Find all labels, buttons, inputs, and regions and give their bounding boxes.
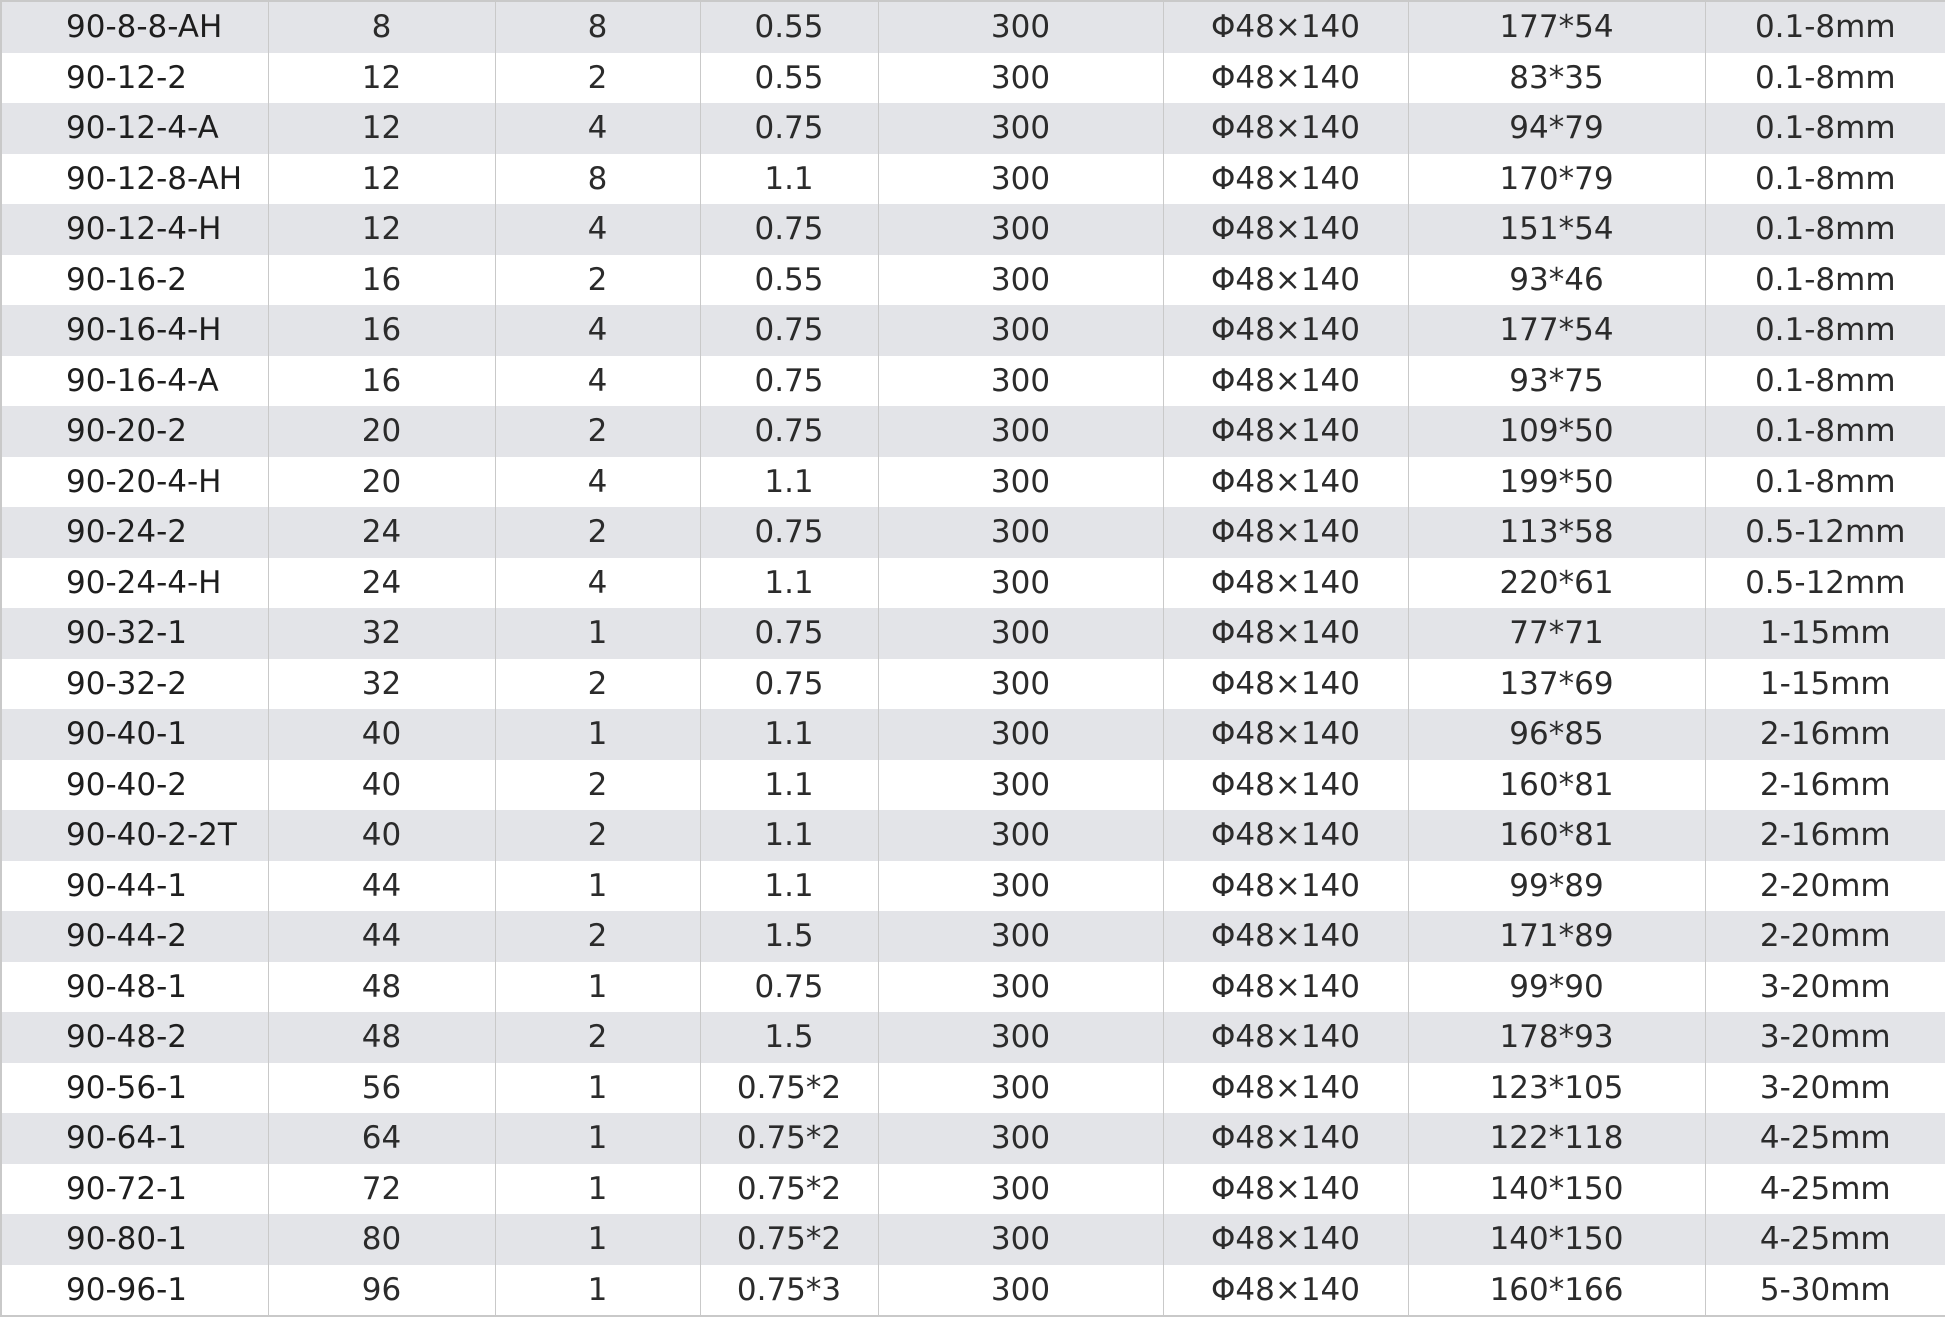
column-3-cell: 0.75 — [700, 406, 878, 457]
column-5-cell: 300 — [878, 861, 1163, 912]
diameter-length-cell: Φ48×140 — [1163, 709, 1408, 760]
size-cell: 99*90 — [1408, 962, 1705, 1013]
model-cell: 90-56-1 — [1, 1063, 268, 1114]
range-cell: 0.1-8mm — [1705, 406, 1945, 457]
column-3-cell: 0.75 — [700, 305, 878, 356]
column-4-cell: 1 — [495, 1265, 700, 1317]
range-cell: 3-20mm — [1705, 1063, 1945, 1114]
column-3-cell: 1.5 — [700, 1012, 878, 1063]
column-4-cell: 1 — [495, 1164, 700, 1215]
column-5-cell: 300 — [878, 1063, 1163, 1114]
model-cell: 90-32-2 — [1, 659, 268, 710]
column-5-cell: 300 — [878, 305, 1163, 356]
column-4-cell: 1 — [495, 1214, 700, 1265]
table-row — [1, 760, 1945, 811]
range-cell: 0.1-8mm — [1705, 154, 1945, 205]
pole-count-cell: 12 — [268, 154, 495, 205]
size-cell: 177*54 — [1408, 305, 1705, 356]
table-row — [1, 154, 1945, 205]
pole-count-cell: 16 — [268, 255, 495, 306]
column-4-cell: 2 — [495, 911, 700, 962]
column-4-cell: 1 — [495, 1113, 700, 1164]
model-cell: 90-12-2 — [1, 53, 268, 104]
pole-count-cell: 44 — [268, 911, 495, 962]
column-4-cell: 2 — [495, 810, 700, 861]
pole-count-cell: 16 — [268, 356, 495, 407]
column-3-cell: 0.75 — [700, 507, 878, 558]
pole-count-cell: 48 — [268, 1012, 495, 1063]
column-3-cell: 0.75*2 — [700, 1164, 878, 1215]
column-4-cell: 8 — [495, 154, 700, 205]
size-cell: 160*81 — [1408, 760, 1705, 811]
model-cell: 90-48-1 — [1, 962, 268, 1013]
diameter-length-cell: Φ48×140 — [1163, 457, 1408, 508]
pole-count-cell: 40 — [268, 810, 495, 861]
pole-count-cell: 56 — [268, 1063, 495, 1114]
table-row — [1, 507, 1945, 558]
column-4-cell: 1 — [495, 861, 700, 912]
diameter-length-cell: Φ48×140 — [1163, 1, 1408, 53]
model-cell: 90-32-1 — [1, 608, 268, 659]
column-5-cell: 300 — [878, 1113, 1163, 1164]
column-5-cell: 300 — [878, 1012, 1163, 1063]
diameter-length-cell: Φ48×140 — [1163, 962, 1408, 1013]
pole-count-cell: 12 — [268, 53, 495, 104]
size-cell: 171*89 — [1408, 911, 1705, 962]
range-cell: 2-16mm — [1705, 810, 1945, 861]
size-cell: 151*54 — [1408, 204, 1705, 255]
table-row — [1, 1265, 1945, 1317]
diameter-length-cell: Φ48×140 — [1163, 1063, 1408, 1114]
size-cell: 137*69 — [1408, 659, 1705, 710]
size-cell: 96*85 — [1408, 709, 1705, 760]
model-cell: 90-12-4-A — [1, 103, 268, 154]
range-cell: 2-16mm — [1705, 760, 1945, 811]
range-cell: 1-15mm — [1705, 608, 1945, 659]
size-cell: 140*150 — [1408, 1214, 1705, 1265]
size-cell: 113*58 — [1408, 507, 1705, 558]
column-4-cell: 4 — [495, 204, 700, 255]
column-5-cell: 300 — [878, 558, 1163, 609]
range-cell: 2-20mm — [1705, 861, 1945, 912]
column-5-cell: 300 — [878, 659, 1163, 710]
table-row — [1, 1164, 1945, 1215]
table-row — [1, 1113, 1945, 1164]
pole-count-cell: 96 — [268, 1265, 495, 1317]
model-cell: 90-12-8-AH — [1, 154, 268, 205]
size-cell: 178*93 — [1408, 1012, 1705, 1063]
table-row — [1, 255, 1945, 306]
table-row — [1, 709, 1945, 760]
diameter-length-cell: Φ48×140 — [1163, 103, 1408, 154]
column-5-cell: 300 — [878, 810, 1163, 861]
size-cell: 109*50 — [1408, 406, 1705, 457]
size-cell: 170*79 — [1408, 154, 1705, 205]
column-3-cell: 1.1 — [700, 154, 878, 205]
pole-count-cell: 80 — [268, 1214, 495, 1265]
column-4-cell: 2 — [495, 1012, 700, 1063]
table-row — [1, 53, 1945, 104]
range-cell: 0.5-12mm — [1705, 558, 1945, 609]
range-cell: 1-15mm — [1705, 659, 1945, 710]
column-3-cell: 0.75 — [700, 103, 878, 154]
diameter-length-cell: Φ48×140 — [1163, 861, 1408, 912]
column-5-cell: 300 — [878, 53, 1163, 104]
pole-count-cell: 20 — [268, 406, 495, 457]
column-5-cell: 300 — [878, 1214, 1163, 1265]
column-4-cell: 4 — [495, 457, 700, 508]
size-cell: 99*89 — [1408, 861, 1705, 912]
column-3-cell: 1.1 — [700, 709, 878, 760]
model-cell: 90-44-1 — [1, 861, 268, 912]
size-cell: 199*50 — [1408, 457, 1705, 508]
size-cell: 77*71 — [1408, 608, 1705, 659]
column-5-cell: 300 — [878, 760, 1163, 811]
table-row — [1, 103, 1945, 154]
column-4-cell: 1 — [495, 962, 700, 1013]
pole-count-cell: 8 — [268, 1, 495, 53]
model-cell: 90-48-2 — [1, 1012, 268, 1063]
model-cell: 90-16-4-A — [1, 356, 268, 407]
column-5-cell: 300 — [878, 962, 1163, 1013]
spec-table-body — [1, 1, 1945, 1316]
model-cell: 90-24-2 — [1, 507, 268, 558]
column-4-cell: 2 — [495, 255, 700, 306]
diameter-length-cell: Φ48×140 — [1163, 255, 1408, 306]
column-5-cell: 300 — [878, 911, 1163, 962]
pole-count-cell: 72 — [268, 1164, 495, 1215]
size-cell: 140*150 — [1408, 1164, 1705, 1215]
column-3-cell: 0.55 — [700, 1, 878, 53]
column-4-cell: 2 — [495, 53, 700, 104]
table-row — [1, 911, 1945, 962]
column-5-cell: 300 — [878, 154, 1163, 205]
column-3-cell: 0.75*2 — [700, 1113, 878, 1164]
range-cell: 3-20mm — [1705, 962, 1945, 1013]
model-cell: 90-40-2 — [1, 760, 268, 811]
diameter-length-cell: Φ48×140 — [1163, 1214, 1408, 1265]
table-row — [1, 608, 1945, 659]
table-row — [1, 406, 1945, 457]
range-cell: 0.1-8mm — [1705, 1, 1945, 53]
column-3-cell: 0.75 — [700, 659, 878, 710]
pole-count-cell: 40 — [268, 709, 495, 760]
column-4-cell: 2 — [495, 406, 700, 457]
column-5-cell: 300 — [878, 356, 1163, 407]
model-cell: 90-12-4-H — [1, 204, 268, 255]
size-cell: 160*166 — [1408, 1265, 1705, 1317]
column-4-cell: 4 — [495, 305, 700, 356]
model-cell: 90-8-8-AH — [1, 1, 268, 53]
diameter-length-cell: Φ48×140 — [1163, 1012, 1408, 1063]
column-3-cell: 0.75*2 — [700, 1063, 878, 1114]
diameter-length-cell: Φ48×140 — [1163, 608, 1408, 659]
column-4-cell: 1 — [495, 1063, 700, 1114]
diameter-length-cell: Φ48×140 — [1163, 204, 1408, 255]
size-cell: 220*61 — [1408, 558, 1705, 609]
diameter-length-cell: Φ48×140 — [1163, 911, 1408, 962]
column-3-cell: 0.75*3 — [700, 1265, 878, 1317]
column-5-cell: 300 — [878, 608, 1163, 659]
column-4-cell: 1 — [495, 608, 700, 659]
size-cell: 94*79 — [1408, 103, 1705, 154]
column-3-cell: 1.1 — [700, 558, 878, 609]
range-cell: 0.1-8mm — [1705, 53, 1945, 104]
diameter-length-cell: Φ48×140 — [1163, 1164, 1408, 1215]
range-cell: 0.5-12mm — [1705, 507, 1945, 558]
size-cell: 123*105 — [1408, 1063, 1705, 1114]
column-4-cell: 8 — [495, 1, 700, 53]
range-cell: 4-25mm — [1705, 1214, 1945, 1265]
table-row — [1, 305, 1945, 356]
column-4-cell: 4 — [495, 356, 700, 407]
table-row — [1, 457, 1945, 508]
range-cell: 0.1-8mm — [1705, 305, 1945, 356]
range-cell: 5-30mm — [1705, 1265, 1945, 1317]
table-row — [1, 659, 1945, 710]
model-cell: 90-40-1 — [1, 709, 268, 760]
table-row — [1, 1063, 1945, 1114]
diameter-length-cell: Φ48×140 — [1163, 507, 1408, 558]
column-5-cell: 300 — [878, 1, 1163, 53]
range-cell: 0.1-8mm — [1705, 356, 1945, 407]
column-5-cell: 300 — [878, 1164, 1163, 1215]
column-3-cell: 1.1 — [700, 760, 878, 811]
table-row — [1, 204, 1945, 255]
size-cell: 160*81 — [1408, 810, 1705, 861]
model-cell: 90-20-2 — [1, 406, 268, 457]
column-3-cell: 1.1 — [700, 457, 878, 508]
diameter-length-cell: Φ48×140 — [1163, 406, 1408, 457]
pole-count-cell: 20 — [268, 457, 495, 508]
pole-count-cell: 24 — [268, 558, 495, 609]
column-4-cell: 2 — [495, 507, 700, 558]
column-4-cell: 2 — [495, 659, 700, 710]
model-cell: 90-24-4-H — [1, 558, 268, 609]
column-5-cell: 300 — [878, 457, 1163, 508]
range-cell: 4-25mm — [1705, 1164, 1945, 1215]
model-cell: 90-20-4-H — [1, 457, 268, 508]
range-cell: 0.1-8mm — [1705, 204, 1945, 255]
model-cell: 90-80-1 — [1, 1214, 268, 1265]
size-cell: 177*54 — [1408, 1, 1705, 53]
diameter-length-cell: Φ48×140 — [1163, 760, 1408, 811]
column-3-cell: 0.55 — [700, 255, 878, 306]
diameter-length-cell: Φ48×140 — [1163, 659, 1408, 710]
column-5-cell: 300 — [878, 204, 1163, 255]
range-cell: 4-25mm — [1705, 1113, 1945, 1164]
column-5-cell: 300 — [878, 1265, 1163, 1317]
diameter-length-cell: Φ48×140 — [1163, 356, 1408, 407]
column-3-cell: 1.1 — [700, 861, 878, 912]
pole-count-cell: 16 — [268, 305, 495, 356]
column-4-cell: 2 — [495, 760, 700, 811]
column-3-cell: 0.75*2 — [700, 1214, 878, 1265]
model-cell: 90-16-2 — [1, 255, 268, 306]
model-cell: 90-72-1 — [1, 1164, 268, 1215]
column-5-cell: 300 — [878, 709, 1163, 760]
table-row — [1, 558, 1945, 609]
column-5-cell: 300 — [878, 255, 1163, 306]
range-cell: 2-20mm — [1705, 911, 1945, 962]
diameter-length-cell: Φ48×140 — [1163, 810, 1408, 861]
pole-count-cell: 12 — [268, 204, 495, 255]
column-4-cell: 4 — [495, 103, 700, 154]
column-3-cell: 1.1 — [700, 810, 878, 861]
size-cell: 122*118 — [1408, 1113, 1705, 1164]
diameter-length-cell: Φ48×140 — [1163, 53, 1408, 104]
diameter-length-cell: Φ48×140 — [1163, 558, 1408, 609]
table-row — [1, 1214, 1945, 1265]
column-3-cell: 0.75 — [700, 356, 878, 407]
pole-count-cell: 64 — [268, 1113, 495, 1164]
pole-count-cell: 32 — [268, 608, 495, 659]
column-5-cell: 300 — [878, 507, 1163, 558]
pole-count-cell: 40 — [268, 760, 495, 811]
column-3-cell: 0.75 — [700, 608, 878, 659]
table-row — [1, 810, 1945, 861]
column-3-cell: 0.75 — [700, 962, 878, 1013]
column-5-cell: 300 — [878, 103, 1163, 154]
diameter-length-cell: Φ48×140 — [1163, 154, 1408, 205]
table-row — [1, 356, 1945, 407]
table-row — [1, 962, 1945, 1013]
diameter-length-cell: Φ48×140 — [1163, 1265, 1408, 1317]
column-5-cell: 300 — [878, 406, 1163, 457]
column-4-cell: 1 — [495, 709, 700, 760]
pole-count-cell: 48 — [268, 962, 495, 1013]
column-3-cell: 0.55 — [700, 53, 878, 104]
range-cell: 0.1-8mm — [1705, 457, 1945, 508]
range-cell: 2-16mm — [1705, 709, 1945, 760]
range-cell: 3-20mm — [1705, 1012, 1945, 1063]
model-cell: 90-16-4-H — [1, 305, 268, 356]
diameter-length-cell: Φ48×140 — [1163, 305, 1408, 356]
column-4-cell: 4 — [495, 558, 700, 609]
pole-count-cell: 44 — [268, 861, 495, 912]
size-cell: 83*35 — [1408, 53, 1705, 104]
model-cell: 90-96-1 — [1, 1265, 268, 1317]
column-3-cell: 1.5 — [700, 911, 878, 962]
table-row — [1, 861, 1945, 912]
pole-count-cell: 32 — [268, 659, 495, 710]
model-cell: 90-64-1 — [1, 1113, 268, 1164]
model-cell: 90-40-2-2T — [1, 810, 268, 861]
size-cell: 93*75 — [1408, 356, 1705, 407]
size-cell: 93*46 — [1408, 255, 1705, 306]
range-cell: 0.1-8mm — [1705, 103, 1945, 154]
column-3-cell: 0.75 — [700, 204, 878, 255]
table-row — [1, 1012, 1945, 1063]
pole-count-cell: 24 — [268, 507, 495, 558]
diameter-length-cell: Φ48×140 — [1163, 1113, 1408, 1164]
model-cell: 90-44-2 — [1, 911, 268, 962]
range-cell: 0.1-8mm — [1705, 255, 1945, 306]
table-row — [1, 1, 1945, 53]
pole-count-cell: 12 — [268, 103, 495, 154]
